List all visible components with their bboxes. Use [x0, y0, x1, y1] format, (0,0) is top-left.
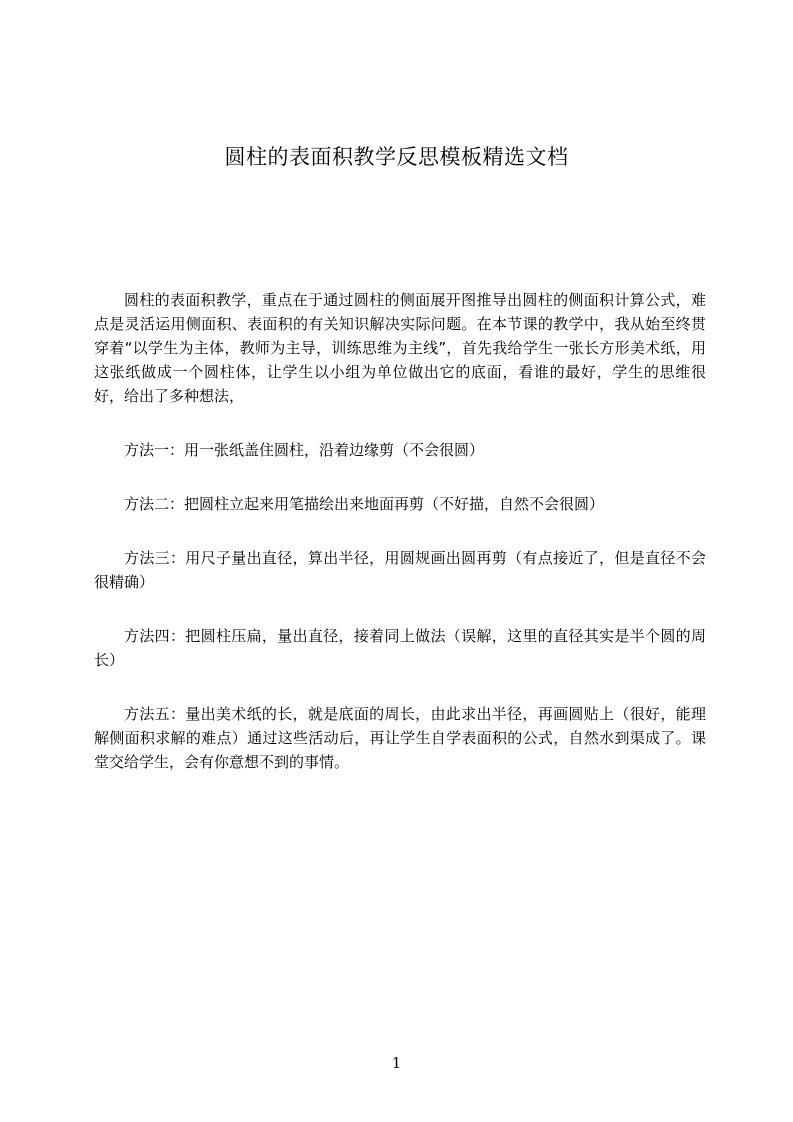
paragraph-intro: 圆柱的表面积教学，重点在于通过圆柱的侧面展开图推导出圆柱的侧面积计算公式，难点是灵活运用侧面积、表面积的有关知识解决实际问题。在本节课的教学中，我从始至终贯穿着“以学生为主体，教师为主导，训练思维为主线”，首先我给学生一张长方形美术纸，用这张纸做成一个圆柱体，让学生以小组为单位做出它的底面，看谁的最好，学生的思维很好，给出了多种想法， [94, 291, 706, 405]
paragraph-method-4: 方法四：把圆柱压扁，量出直径，接着同上做法（误解，这里的直径其实是半个圆的周长） [94, 627, 706, 669]
document-body [94, 288, 706, 774]
paragraph-method-1: 方法一：用一张纸盖住圆柱，沿着边缘剪（不会很圆） [124, 441, 485, 459]
paragraph-method-2: 方法二：把圆柱立起来用笔描绘出来地面再剪（不好描，自然不会很圆） [124, 495, 605, 513]
paragraph-method-5: 方法五：量出美术纸的长，就是底面的周长，由此求出半径，再画圆贴上（很好，能理解侧面积求解的难点）通过这些活动后，再让学生自学表面积的公式，自然水到渠成了。课堂交给学生，会有你意想不到的事情。 [94, 705, 706, 771]
paragraph-method-3: 方法三：用尺子量出直径，算出半径，用圆规画出圆再剪（有点接近了，但是直径不会很精确） [94, 549, 706, 591]
page-number: 1 [391, 1054, 402, 1072]
document-title: 圆柱的表面积教学反思模板精选文档 [224, 145, 569, 169]
